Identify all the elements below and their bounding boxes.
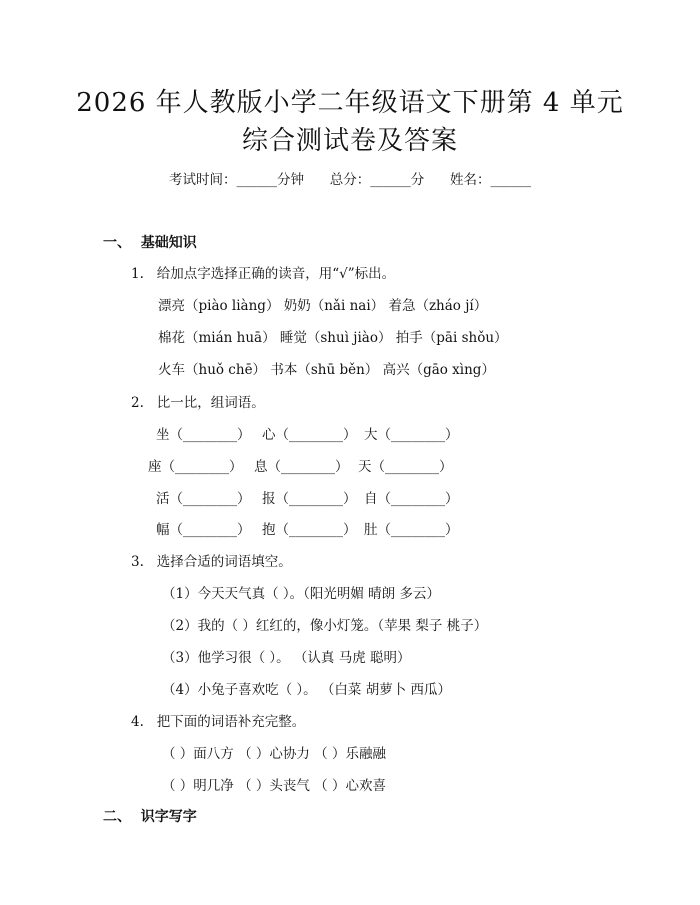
question-4-line: （ ）面八方 （ ）心协力 （ ）乐融融 <box>162 746 386 762</box>
question-3-item: （1）今天天气真（ ）。（阳光明媚 晴朗 多云） <box>162 586 440 602</box>
word-pair-cell: 天（________） <box>358 459 453 475</box>
question-4-prompt: 4. 把下面的词语补充完整。 <box>131 714 306 730</box>
exam-title-line2: 综合测试卷及答案 <box>241 126 458 156</box>
question-3-item: （3）他学习很（ ）。 （认真 马虎 聪明） <box>162 650 411 666</box>
word-pair-cell: 幅（________） <box>156 522 251 538</box>
word-pair-cell: 自（________） <box>364 491 459 507</box>
question-1-prompt: 1. 给加点字选择正确的读音，用“√”标出。 <box>131 266 396 282</box>
word-pair-cell: 坐（________） <box>156 427 251 443</box>
question-3-prompt: 3. 选择合适的词语填空。 <box>131 554 292 570</box>
question-1-line: 棉花（mián huā） 睡觉（shuì jiào） 拍手（pāi shǒu） <box>158 330 508 346</box>
word-pair-cell: 活（________） <box>156 491 251 507</box>
exam-meta: 考试时间：______分钟 总分：______分 姓名：______ <box>169 172 531 188</box>
word-pair-cell: 肚（________） <box>364 522 459 538</box>
word-pair-cell: 心（________） <box>262 427 357 443</box>
question-1-line: 漂亮（piào liàng） 奶奶（nǎi nai） 着急（zháo jí） <box>158 298 488 314</box>
word-pair-cell: 座（________） <box>148 459 243 475</box>
section-heading-writing: 二、 识字写字 <box>103 809 197 825</box>
question-4-line: （ ）明几净 （ ）头丧气 （ ）心欢喜 <box>162 778 386 794</box>
section-heading-basic: 一、 基础知识 <box>103 235 197 251</box>
word-pair-cell: 大（________） <box>364 427 459 443</box>
question-3-item: （4）小兔子喜欢吃（ ）。 （白菜 胡萝卜 西瓜） <box>162 682 452 698</box>
question-1-line: 火车（huǒ chē） 书本（shū běn） 高兴（gāo xìng） <box>158 362 495 378</box>
question-2-prompt: 2. 比一比，组词语。 <box>131 395 265 411</box>
exam-title-line1: 2026 年人教版小学二年级语文下册第 4 单元 <box>76 88 624 118</box>
word-pair-cell: 报（________） <box>262 491 357 507</box>
word-pair-cell: 息（________） <box>254 459 349 475</box>
question-3-item: （2）我的（ ）红红的，像小灯笼。（苹果 梨子 桃子） <box>162 618 488 634</box>
word-pair-cell: 抱（________） <box>262 522 357 538</box>
